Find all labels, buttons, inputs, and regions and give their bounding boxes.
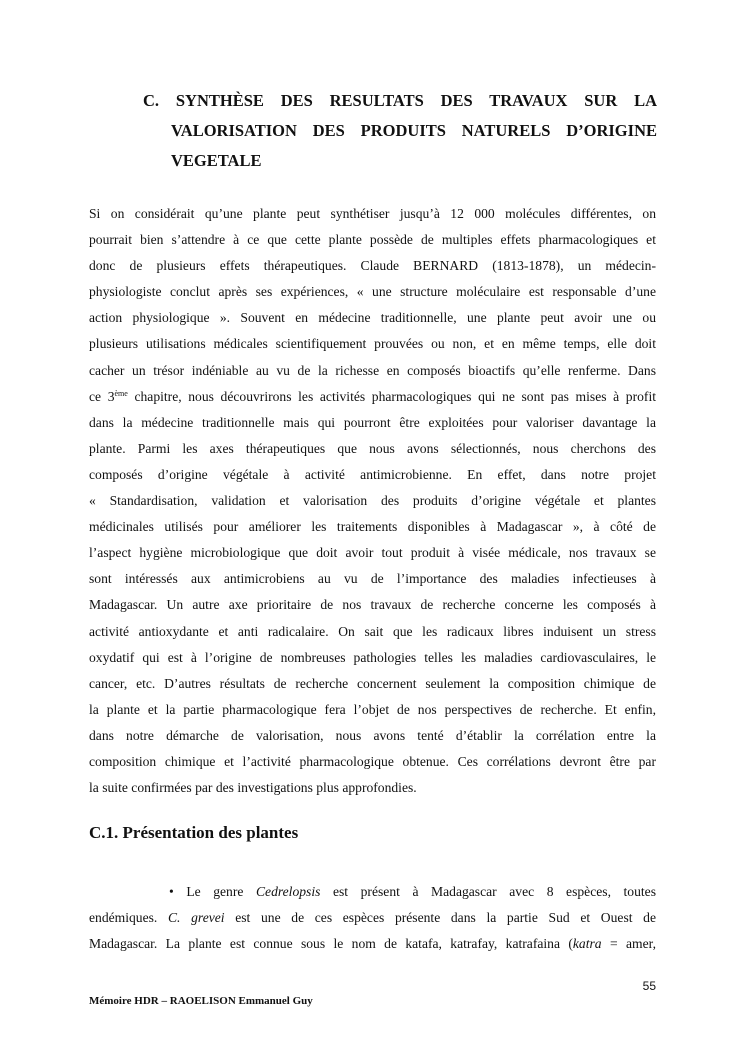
- body-line-18: oxydatif qui est à l’origine de nombreuses pathologies telles les maladies cardiovasculaires, le: [89, 649, 656, 665]
- body-line-20: la plante et la partie pharmacologique fera l’objet de nos perspectives de recherche. Et enfin,: [89, 701, 656, 717]
- chapter-ref-post: chapitre, nous découvrirons les activités pharmacologiques qui ne sont pas mises à profit: [127, 388, 656, 404]
- genus-name: Cedrelopsis: [255, 884, 321, 899]
- body-line-7: cacher un trésor indéniable au vu de la richesse en composés bioactifs qu’elle renferme. Dans: [89, 362, 656, 378]
- bullet-text: Madagascar. La plante est connue sous le nom de katafa, katrafay, katrafaina (: [89, 936, 573, 952]
- body-line-16: Madagascar. Un autre axe prioritaire de nos travaux de recherche concerne les composés à: [89, 597, 656, 613]
- body-line-13: médicinales utilisés pour améliorer les traitements disponibles à Madagascar », à côté de: [89, 519, 656, 535]
- body-paragraph: [89, 201, 656, 801]
- section-title-line-3: VEGETALE: [171, 151, 262, 170]
- section-title-line-2: VALORISATION DES PRODUITS NATURELS D’ORIGINE: [171, 121, 657, 140]
- bullet-icon: •: [169, 884, 174, 899]
- body-line-22: composition chimique et l’activité pharmacologique obtenue. Ces corrélations devront être par: [89, 753, 656, 769]
- chapter-ref-pre: ce 3: [89, 388, 115, 404]
- body-line-3: donc de plusieurs effets thérapeutiques. Claude BERNARD (1813-1878), un médecin-: [89, 258, 656, 274]
- footer-text: Mémoire HDR – RAOELISON Emmanuel Guy: [89, 995, 313, 1007]
- body-line-14: l’aspect hygiène microbiologique que doit avoir tout produit à visée médicale, nos travaux se: [89, 545, 656, 561]
- page-number: 55: [642, 979, 656, 993]
- bullet-text: est présent à Madagascar avec 8 espèces, toutes: [320, 884, 656, 899]
- body-line-1: Si on considérait qu’une plante peut synthétiser jusqu’à 12 000 molécules différentes, on: [89, 206, 656, 221]
- body-line-9: dans la médecine traditionnelle mais qui pourront être exploitées pour valoriser davantage la: [89, 414, 656, 430]
- species-name: C. grevei: [167, 910, 225, 926]
- body-line-21: dans notre démarche de valorisation, nous avons tenté d’établir la corrélation entre la: [89, 727, 656, 743]
- section-title-line-1: C. SYNTHÈSE DES RESULTATS DES TRAVAUX SUR LA: [143, 91, 657, 110]
- body-line-2: pourrait bien s’attendre à ce que cette plante possède de multiples effets pharmacologiques et: [89, 232, 656, 248]
- body-line-19: cancer, etc. D’autres résultats de recherche concernent seulement la composition chimique de: [89, 675, 656, 691]
- body-line-12: « Standardisation, validation et valorisation des produits d’origine végétale et plantes: [89, 493, 656, 509]
- body-line-8: [89, 384, 656, 410]
- subsection-title: C.1. Présentation des plantes: [89, 823, 299, 842]
- body-line-23: la suite confirmées par des investigations plus approfondies.: [89, 780, 417, 796]
- ordinal-superscript: ème: [114, 388, 128, 398]
- body-line-17: activité antioxydante et anti radicalaire. On sait que les radicaux libres induisent un stress: [89, 623, 656, 639]
- body-line-6: plusieurs utilisations médicales scientifiquement prouvées ou non, et en même temps, elle doit: [89, 336, 656, 352]
- bullet-line-3: [89, 931, 656, 957]
- body-line-15: sont intéressés aux antimicrobiens au vu de l’importance des maladies infectieuses à: [89, 571, 656, 587]
- bullet-text: Le genre: [173, 884, 256, 899]
- bullet-text: est une de ces espèces présente dans la partie Sud et Ouest de: [224, 910, 656, 926]
- body-line-4: physiologiste conclut après ses expériences, « une structure moléculaire est responsable d’une: [89, 284, 656, 300]
- bullet-line-1: [89, 879, 656, 905]
- bullet-paragraph: [89, 879, 656, 957]
- bullet-text: endémiques.: [89, 910, 168, 926]
- bullet-line-2: [89, 905, 656, 931]
- bullet-text: = amer,: [601, 936, 656, 952]
- body-line-5: action physiologique ». Souvent en médecine traditionnelle, une plante peut avoir une ou: [89, 310, 656, 326]
- vernacular-term: katra: [572, 936, 602, 952]
- body-line-10: plante. Parmi les axes thérapeutiques que nous avons sélectionnés, nous cherchons des: [89, 440, 656, 456]
- section-title: [143, 86, 657, 176]
- body-line-11: composés d’origine végétale à activité antimicrobienne. En effet, dans notre projet: [89, 466, 656, 482]
